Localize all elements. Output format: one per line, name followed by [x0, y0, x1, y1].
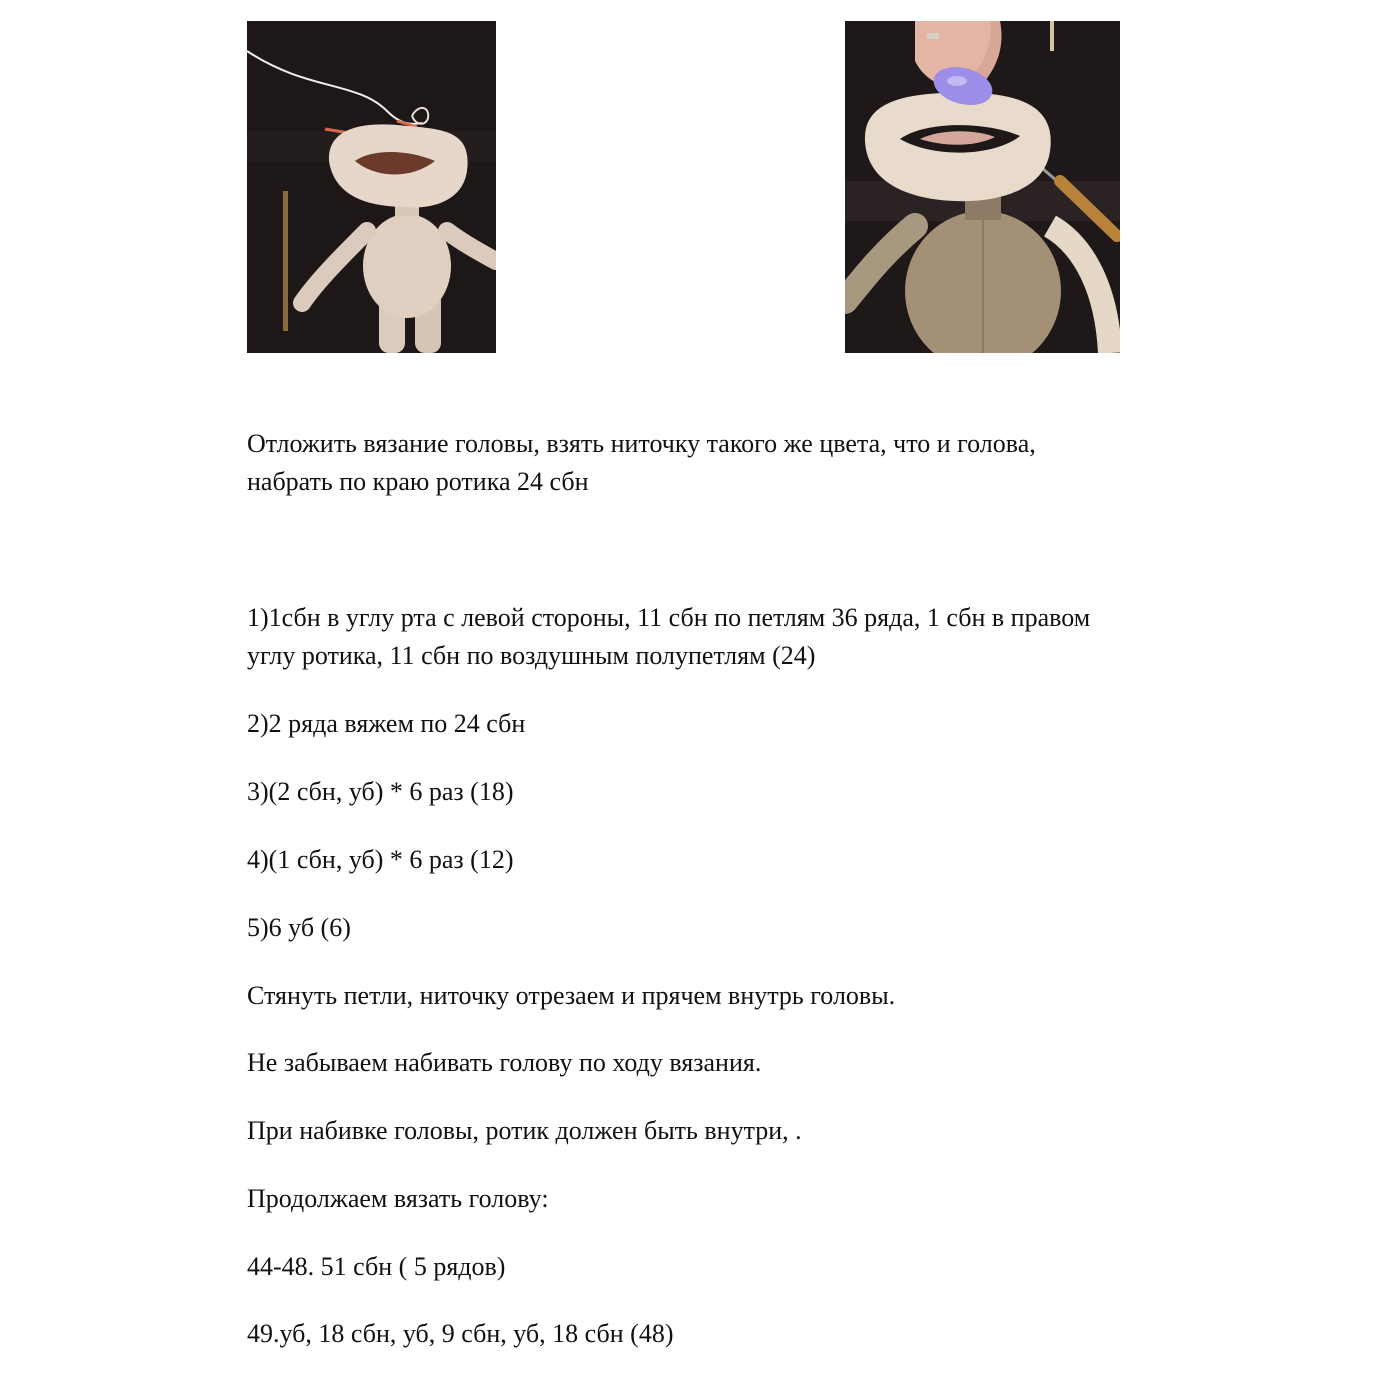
row-5-instruction: 5)6 уб (6): [247, 913, 351, 942]
row-3-instruction: 3)(2 сбн, уб) * 6 раз (18): [247, 777, 514, 806]
intro-line-2: набрать по краю ротика 24 сбн: [247, 467, 589, 496]
intro-line-1: Отложить вязание головы, взять ниточку такого же цвета, что и голова,: [247, 429, 1036, 458]
row-1-instruction: [247, 599, 1227, 675]
photo-doll-open-mouth: [247, 21, 496, 353]
head-row-49: 49.уб, 18 сбн, уб, 9 сбн, уб, 18 сбн (48): [247, 1319, 674, 1348]
note-pull-loops: Стянуть петли, ниточку отрезаем и прячем внутрь головы.: [247, 981, 896, 1010]
row-2-instruction: 2)2 ряда вяжем по 24 сбн: [247, 709, 526, 738]
row-1-line-1: 1)1сбн в углу рта с левой стороны, 11 сбн по петлям 36 ряда, 1 сбн в правом: [247, 603, 1091, 632]
note-stuff-head: Не забываем набивать голову по ходу вязания.: [247, 1048, 762, 1077]
note-continue-head: Продолжаем вязать голову:: [247, 1184, 549, 1213]
hand-illustration: [845, 21, 1120, 353]
doll-illustration: [247, 21, 496, 353]
intro-paragraph: [247, 425, 1227, 501]
head-rows-44-48: 44-48. 51 сбн ( 5 рядов): [247, 1252, 506, 1281]
note-mouth-inside: При набивке головы, ротик должен быть внутри, .: [247, 1116, 802, 1145]
row-1-line-2: углу ротика, 11 сбн по воздушным полупетлям (24): [247, 641, 816, 670]
row-4-instruction: 4)(1 сбн, уб) * 6 раз (12): [247, 845, 514, 874]
photo-hand-holding-head: [845, 21, 1120, 353]
